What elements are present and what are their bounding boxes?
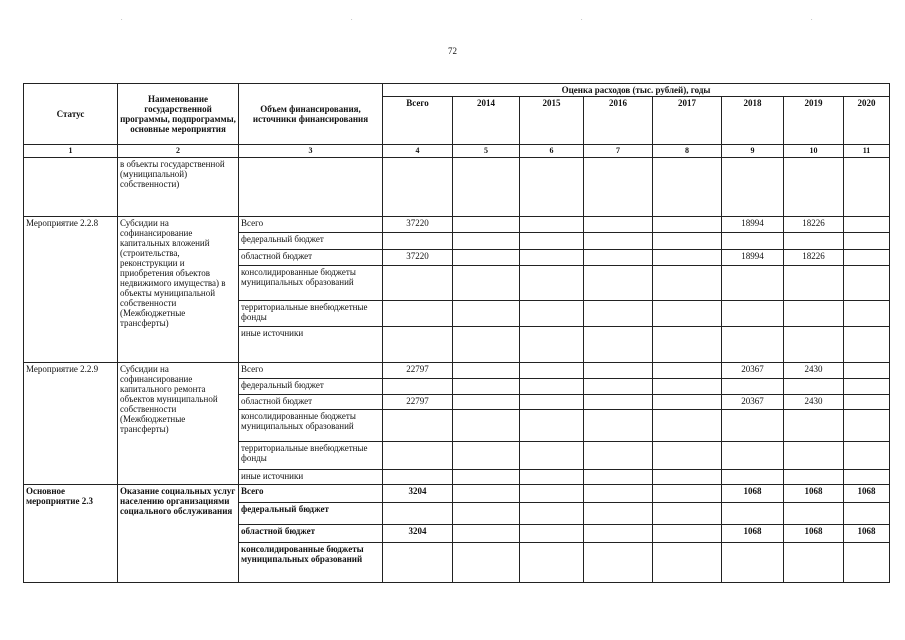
funding-source: консолидированные бюджеты муниципальных образований — [239, 410, 383, 442]
amount-2018 — [722, 503, 784, 525]
amount-2017 — [653, 266, 722, 301]
column-number: 7 — [584, 145, 653, 158]
amount-2014 — [453, 363, 520, 379]
measure-status: Мероприятие 2.2.9 — [24, 363, 118, 485]
column-number: 10 — [784, 145, 844, 158]
amount-2019 — [784, 301, 844, 327]
amount-2019 — [784, 266, 844, 301]
amount-2017 — [653, 233, 722, 250]
amount-2016 — [584, 395, 653, 410]
amount-2014 — [453, 266, 520, 301]
funding-source: консолидированные бюджеты муниципальных образований — [239, 543, 383, 583]
funding-source: областной бюджет — [239, 250, 383, 266]
amount-total: 22797 — [383, 395, 453, 410]
amount-2014 — [453, 543, 520, 583]
measure-status: Мероприятие 2.2.8 — [24, 217, 118, 363]
amount-2016 — [584, 543, 653, 583]
amount-2016 — [584, 470, 653, 485]
amount-2017 — [653, 327, 722, 363]
table-row — [24, 217, 890, 233]
amount-2017 — [653, 217, 722, 233]
amount-2017 — [653, 470, 722, 485]
amount-2020 — [844, 543, 890, 583]
amount-2015 — [520, 301, 584, 327]
funding-source: федеральный бюджет — [239, 233, 383, 250]
amount-2014 — [453, 327, 520, 363]
amount-2016 — [584, 363, 653, 379]
table-body — [24, 158, 890, 583]
amount-2015 — [520, 410, 584, 442]
budget-table — [23, 83, 890, 583]
header-year: 2018 — [722, 97, 784, 145]
amount-2016 — [584, 485, 653, 503]
amount-2020 — [844, 217, 890, 233]
amount-2018: 1068 — [722, 485, 784, 503]
amount-total — [383, 470, 453, 485]
header-status: Статус — [24, 84, 118, 145]
amount-2015 — [520, 525, 584, 543]
column-number: 5 — [453, 145, 520, 158]
header-estimate: Оценка расходов (тыс. рублей), годы — [383, 84, 890, 97]
amount-2018: 20367 — [722, 395, 784, 410]
amount-2018 — [722, 266, 784, 301]
amount-2016 — [584, 301, 653, 327]
amount-2014 — [453, 217, 520, 233]
amount-2015 — [520, 543, 584, 583]
amount-total: 37220 — [383, 217, 453, 233]
amount-2019 — [784, 410, 844, 442]
amount-2015 — [520, 250, 584, 266]
column-number: 6 — [520, 145, 584, 158]
amount-2020 — [844, 379, 890, 395]
amount-total — [383, 301, 453, 327]
continuation-row — [24, 158, 890, 217]
amount-2015 — [520, 266, 584, 301]
header-year: 2017 — [653, 97, 722, 145]
amount-total — [383, 503, 453, 525]
measure-status: Основное мероприятие 2.3 — [24, 485, 118, 583]
amount-2017 — [653, 410, 722, 442]
amount-total: 22797 — [383, 363, 453, 379]
column-number-row — [24, 145, 890, 158]
amount-total — [383, 327, 453, 363]
amount-2018: 20367 — [722, 363, 784, 379]
amount-2019 — [784, 503, 844, 525]
table-header — [24, 84, 890, 158]
amount-2019: 1068 — [784, 485, 844, 503]
column-number: 2 — [118, 145, 239, 158]
amount-2018 — [722, 410, 784, 442]
amount-2015 — [520, 217, 584, 233]
amount-2014 — [453, 301, 520, 327]
amount-2019: 18226 — [784, 217, 844, 233]
amount-2018 — [722, 327, 784, 363]
header-name: Наименование государственной программы, подпрограммы, основные мероприятия — [118, 84, 239, 145]
amount-2020 — [844, 250, 890, 266]
amount-total — [383, 543, 453, 583]
amount-2020 — [844, 363, 890, 379]
amount-2019 — [784, 543, 844, 583]
amount-2020: 1068 — [844, 525, 890, 543]
table-row — [24, 485, 890, 503]
amount-2017 — [653, 379, 722, 395]
amount-2020 — [844, 327, 890, 363]
amount-2015 — [520, 470, 584, 485]
amount-2018: 1068 — [722, 525, 784, 543]
header-total: Всего — [383, 97, 453, 145]
funding-source: Всего — [239, 363, 383, 379]
amount-2020 — [844, 266, 890, 301]
amount-2014 — [453, 470, 520, 485]
amount-total: 3204 — [383, 525, 453, 543]
amount-total: 3204 — [383, 485, 453, 503]
amount-2018 — [722, 379, 784, 395]
measure-name: Оказание социальных услуг населению организациями социального обслуживания — [118, 485, 239, 583]
measure-name: Субсидии на софинансирование капитального ремонта объектов муниципальной собственности (Межбюджетные трансферты) — [118, 363, 239, 485]
funding-source: территориальные внебюджетные фонды — [239, 442, 383, 470]
amount-total: 37220 — [383, 250, 453, 266]
funding-source: федеральный бюджет — [239, 379, 383, 395]
amount-2016 — [584, 410, 653, 442]
header-year: 2016 — [584, 97, 653, 145]
amount-2019: 18226 — [784, 250, 844, 266]
amount-2016 — [584, 442, 653, 470]
amount-2019: 1068 — [784, 525, 844, 543]
amount-2017 — [653, 485, 722, 503]
amount-2018 — [722, 543, 784, 583]
header-financing: Объем финансирования, источники финансирования — [239, 84, 383, 145]
funding-source: областной бюджет — [239, 525, 383, 543]
amount-2019 — [784, 470, 844, 485]
amount-2016 — [584, 379, 653, 395]
amount-2016 — [584, 327, 653, 363]
funding-source: иные источники — [239, 327, 383, 363]
amount-2016 — [584, 250, 653, 266]
amount-total — [383, 379, 453, 395]
column-number: 9 — [722, 145, 784, 158]
amount-2015 — [520, 233, 584, 250]
amount-2014 — [453, 233, 520, 250]
amount-2014 — [453, 442, 520, 470]
amount-2017 — [653, 442, 722, 470]
funding-source: Всего — [239, 485, 383, 503]
amount-2017 — [653, 363, 722, 379]
amount-2015 — [520, 503, 584, 525]
amount-2014 — [453, 395, 520, 410]
amount-2019 — [784, 379, 844, 395]
continuation-text: в объекты государственной (муниципальной) собственности) — [118, 158, 239, 217]
continuation-status-cell — [24, 158, 118, 217]
amount-total — [383, 410, 453, 442]
header-year: 2019 — [784, 97, 844, 145]
amount-2017 — [653, 395, 722, 410]
funding-source: консолидированные бюджеты муниципальных образований — [239, 266, 383, 301]
amount-2018 — [722, 233, 784, 250]
amount-2016 — [584, 233, 653, 250]
amount-2014 — [453, 410, 520, 442]
table-row — [24, 363, 890, 379]
page-number: 72 — [448, 46, 457, 56]
amount-2020 — [844, 503, 890, 525]
amount-2015 — [520, 442, 584, 470]
amount-2018 — [722, 442, 784, 470]
amount-2018 — [722, 301, 784, 327]
amount-2019: 2430 — [784, 395, 844, 410]
amount-2015 — [520, 327, 584, 363]
column-number: 3 — [239, 145, 383, 158]
amount-2019: 2430 — [784, 363, 844, 379]
amount-2017 — [653, 525, 722, 543]
amount-2017 — [653, 301, 722, 327]
amount-2014 — [453, 485, 520, 503]
amount-2014 — [453, 525, 520, 543]
amount-2016 — [584, 217, 653, 233]
amount-2015 — [520, 395, 584, 410]
column-number: 1 — [24, 145, 118, 158]
amount-2016 — [584, 503, 653, 525]
amount-2019 — [784, 233, 844, 250]
amount-2014 — [453, 379, 520, 395]
amount-2016 — [584, 266, 653, 301]
amount-2020 — [844, 410, 890, 442]
header-year: 2014 — [453, 97, 520, 145]
amount-2017 — [653, 503, 722, 525]
amount-2015 — [520, 485, 584, 503]
measure-name: Субсидии на софинансирование капитальных вложений (строительства, реконструкции и приобретения объектов недвижимого имущества) в объекты муниципальной собственности (Межбюджетные трансферты) — [118, 217, 239, 363]
amount-2017 — [653, 250, 722, 266]
amount-2020 — [844, 301, 890, 327]
amount-2020 — [844, 395, 890, 410]
amount-2016 — [584, 525, 653, 543]
amount-2014 — [453, 503, 520, 525]
amount-total — [383, 442, 453, 470]
amount-2019 — [784, 327, 844, 363]
funding-source: Всего — [239, 217, 383, 233]
amount-total — [383, 233, 453, 250]
amount-2020 — [844, 470, 890, 485]
amount-2020 — [844, 233, 890, 250]
amount-2014 — [453, 250, 520, 266]
amount-2020: 1068 — [844, 485, 890, 503]
funding-source: иные источники — [239, 470, 383, 485]
column-number: 11 — [844, 145, 890, 158]
header-year: 2015 — [520, 97, 584, 145]
column-number: 8 — [653, 145, 722, 158]
amount-2015 — [520, 363, 584, 379]
amount-2018 — [722, 470, 784, 485]
amount-2015 — [520, 379, 584, 395]
amount-total — [383, 266, 453, 301]
amount-2017 — [653, 543, 722, 583]
column-number: 4 — [383, 145, 453, 158]
amount-2020 — [844, 442, 890, 470]
funding-source: областной бюджет — [239, 395, 383, 410]
funding-source: территориальные внебюджетные фонды — [239, 301, 383, 327]
header-year: 2020 — [844, 97, 890, 145]
amount-2019 — [784, 442, 844, 470]
funding-source: федеральный бюджет — [239, 503, 383, 525]
amount-2018: 18994 — [722, 217, 784, 233]
amount-2018: 18994 — [722, 250, 784, 266]
